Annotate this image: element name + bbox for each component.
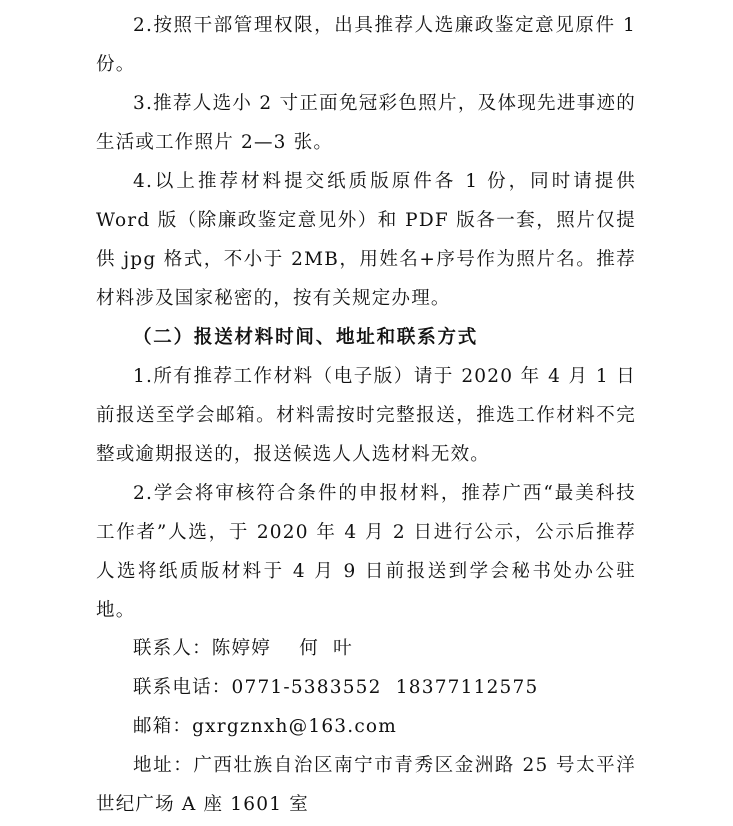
contact-person: 联系人：陈婷婷 何 叶 — [133, 638, 353, 659]
contact-address: 地址：广西壮族自治区南宁市青秀区金洲路 25 号太平洋世纪广场 A 座 1601 室 — [96, 755, 636, 815]
paragraph-item-2: 2.按照干部管理权限，出具推荐人选廉政鉴定意见原件 1 份。 — [96, 15, 636, 75]
contact-email: 邮箱：gxrgznxh@163.com — [133, 716, 398, 737]
paragraph-item-3: 3.推荐人选小 2 寸正面免冠彩色照片，及体现先进事迹的生活或工作照片 2—3 张。 — [96, 93, 636, 153]
paragraph-item-4: 4.以上推荐材料提交纸质版原件各 1 份，同时请提供 Word 版（除廉政鉴定意见外）和 PDF 版各一套，照片仅提供 jpg 格式，不小于 2MB，用姓名+序号作为照片名。推荐材料涉及国家秘密的，按有关规定办理。 — [96, 171, 636, 309]
paragraph-submission-2: 2.学会将审核符合条件的申报材料，推荐广西“最美科技工作者”人选，于 2020 年 4 月 2 日进行公示，公示后推荐人选将纸质版材料于 4 月 9 日前报送到学会秘书处办公驻地。 — [96, 483, 636, 621]
section-heading: （二）报送材料时间、地址和联系方式 — [133, 327, 479, 348]
paragraph-submission-1: 1.所有推荐工作材料（电子版）请于 2020 年 4 月 1 日前报送至学会邮箱。材料需按时完整报送，推选工作材料不完整或逾期报送的，报送候选人人选材料无效。 — [96, 366, 636, 465]
contact-phone: 联系电话：0771-5383552 18377112575 — [133, 677, 539, 698]
